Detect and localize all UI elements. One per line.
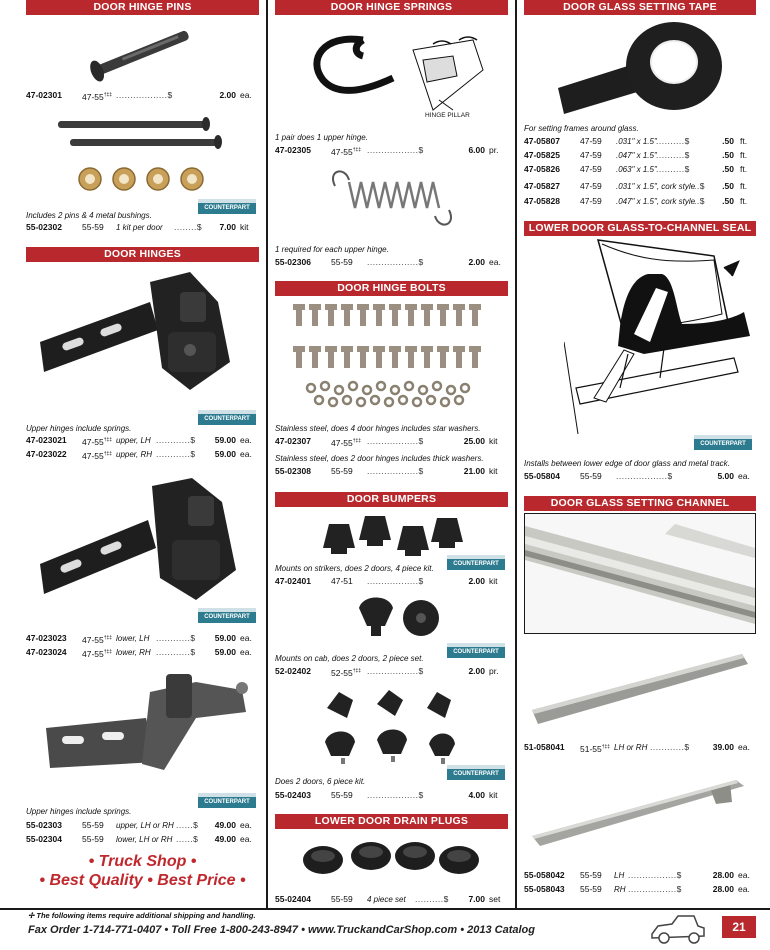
- leader-dots: ........$: [174, 222, 203, 232]
- product-note: Does 2 doors, 6 piece kit.: [275, 777, 366, 786]
- part-number: 47-02307: [275, 436, 311, 446]
- product-row: [275, 789, 508, 802]
- product-row: [275, 893, 508, 906]
- unit: ea.: [738, 742, 750, 752]
- leader-dots: .................$: [628, 870, 682, 880]
- leader-dots: ..................$: [616, 471, 673, 481]
- slogan-best-quality: • Best Quality • Best Price •: [39, 872, 246, 889]
- product-row: [524, 195, 756, 208]
- product-note: Installs between lower edge of door glass and metal track.: [524, 459, 730, 468]
- product-note: Includes 2 pins & 4 metal bushings.: [26, 211, 152, 220]
- unit: ea.: [489, 257, 501, 267]
- leader-dots: ......$: [176, 820, 199, 830]
- part-number: 47-05825: [524, 150, 560, 160]
- price: 49.00: [214, 820, 236, 830]
- price: 2.00: [468, 666, 485, 676]
- item-description: upper, LH: [116, 436, 151, 445]
- part-number: 47-023022: [26, 449, 67, 459]
- counterpart-badge: COUNTERPART: [694, 439, 752, 450]
- product-row: [26, 221, 259, 234]
- year-range: 47-55†‡‡: [82, 648, 113, 659]
- part-number: 47-05807: [524, 136, 560, 146]
- unit: kit: [489, 790, 498, 800]
- part-number: 55-058043: [524, 884, 565, 894]
- price: 6.00: [468, 145, 485, 155]
- product-row: [26, 89, 259, 102]
- price: 5.00: [717, 471, 734, 481]
- part-number: 55-058042: [524, 870, 565, 880]
- counterpart-badge: COUNTERPART: [447, 647, 505, 658]
- upper-hinge-image: [40, 272, 240, 412]
- item-description: .031" x 1.5", cork style: [616, 182, 696, 191]
- product-note: Mounts on cab, does 2 doors, 2 piece set.: [275, 654, 424, 663]
- counterpart-badge: COUNTERPART: [198, 797, 256, 808]
- unit: ea.: [738, 884, 750, 894]
- year-range: 55-59: [331, 466, 353, 476]
- product-note: For setting frames around glass.: [524, 124, 639, 133]
- product-row: [524, 883, 756, 896]
- bumper-kit-image: [321, 688, 471, 764]
- item-description: LH: [614, 871, 625, 880]
- year-range: 55-59: [580, 884, 602, 894]
- hinge-pin-image: [82, 22, 202, 86]
- unit: pr.: [489, 666, 499, 676]
- unit: kit: [489, 576, 498, 586]
- year-range: 55-59: [580, 870, 602, 880]
- unit: set: [489, 894, 501, 904]
- unit: ea.: [240, 449, 252, 459]
- year-range: 55-59: [82, 222, 104, 232]
- product-note: 1 pair does 1 upper hinge.: [275, 133, 368, 142]
- unit: ea.: [738, 471, 750, 481]
- product-row: [524, 869, 756, 882]
- price: 4.00: [468, 790, 485, 800]
- item-description: upper, LH or RH: [116, 821, 174, 830]
- section-header-glass-to-channel-seal: LOWER DOOR GLASS-TO-CHANNEL SEAL: [524, 221, 756, 236]
- year-range: 47-59: [580, 181, 602, 191]
- section-header-door-hinge-springs: DOOR HINGE SPRINGS: [275, 0, 508, 15]
- hinge-5559-image: [46, 672, 256, 796]
- product-row: [524, 163, 756, 176]
- cab-bumpers-image: [355, 592, 445, 642]
- part-number: 47-023023: [26, 633, 67, 643]
- unit: ea.: [240, 633, 252, 643]
- leader-dots: ............$: [156, 633, 196, 643]
- unit: ft.: [740, 196, 748, 206]
- year-range: 55-59: [82, 820, 104, 830]
- part-number: 47-023021: [26, 435, 67, 445]
- unit: ea.: [738, 870, 750, 880]
- counterpart-badge: COUNTERPART: [198, 203, 256, 214]
- shipping-note: ✢ The following items require additional shipping and handling.: [28, 911, 256, 920]
- part-number: 55-05804: [524, 471, 560, 481]
- leader-dots: ............$: [650, 742, 690, 752]
- price: 2.00: [219, 90, 236, 100]
- channel-5559-image: [530, 774, 750, 856]
- item-description: .047" x 1.5", cork style: [616, 197, 696, 206]
- leader-dots: ..................$: [367, 790, 424, 800]
- year-range: 47-59: [580, 196, 602, 206]
- product-note: Stainless steel, does 2 door hinges includes thick washers.: [275, 454, 484, 463]
- leader-dots: ..................$: [367, 666, 424, 676]
- price: 49.00: [214, 834, 236, 844]
- product-note: Stainless steel, does 4 door hinges includes star washers.: [275, 424, 481, 433]
- truck-logo-icon: [648, 912, 708, 946]
- year-range: 55-59: [331, 790, 353, 800]
- price: 2.00: [468, 257, 485, 267]
- product-note: Mounts on strikers, does 2 doors, 4 piece kit.: [275, 564, 434, 573]
- unit: ea.: [240, 90, 252, 100]
- item-description: upper, RH: [116, 450, 153, 459]
- unit: kit: [489, 436, 498, 446]
- striker-bumpers-image: [319, 512, 469, 558]
- unit: ft.: [740, 150, 748, 160]
- part-number: 47-02305: [275, 145, 311, 155]
- leader-dots: ......$: [176, 834, 199, 844]
- year-range: 47-55†‡‡: [82, 91, 113, 102]
- counterpart-badge: COUNTERPART: [447, 769, 505, 780]
- unit: ea.: [240, 820, 252, 830]
- year-range: 52-55†‡‡: [331, 667, 362, 678]
- product-row: [524, 135, 756, 148]
- price: .50: [722, 136, 734, 146]
- year-range: 51-55†‡‡: [580, 743, 611, 754]
- price: 59.00: [214, 449, 236, 459]
- year-range: 47-55†‡‡: [82, 634, 113, 645]
- leader-dots: ............$: [156, 449, 196, 459]
- product-row: [524, 470, 756, 483]
- item-description: lower, LH or RH: [116, 835, 173, 844]
- item-description: lower, LH: [116, 634, 150, 643]
- price: 28.00: [712, 884, 734, 894]
- leader-dots: .................$: [628, 884, 682, 894]
- item-description: .063" x 1.5": [616, 165, 657, 174]
- section-header-door-bumpers: DOOR BUMPERS: [275, 492, 508, 507]
- coil-spring-image: [327, 164, 461, 228]
- item-description: 4 piece set: [367, 895, 406, 904]
- product-row: [26, 448, 259, 461]
- section-header-door-hinge-bolts: DOOR HINGE BOLTS: [275, 281, 508, 296]
- product-note: 1 required for each upper hinge.: [275, 245, 389, 254]
- leader-dots: ..........$: [656, 150, 690, 160]
- product-row: [26, 646, 259, 659]
- product-row: [524, 741, 756, 754]
- unit: ea.: [240, 435, 252, 445]
- counterpart-badge: COUNTERPART: [198, 612, 256, 623]
- price: 28.00: [712, 870, 734, 880]
- product-row: [26, 833, 259, 846]
- year-range: 47-51: [331, 576, 353, 586]
- page-number: 21: [722, 916, 756, 938]
- year-range: 55-59: [82, 834, 104, 844]
- hinge-pin-kit-image: [54, 113, 234, 201]
- item-description: .047" x 1.5": [616, 151, 657, 160]
- price: 7.00: [468, 894, 485, 904]
- part-number: 55-02404: [275, 894, 311, 904]
- part-number: 51-058041: [524, 742, 565, 752]
- section-header-door-hinges: DOOR HINGES: [26, 247, 259, 262]
- price: 25.00: [463, 436, 485, 446]
- slogan-truck-shop: • Truck Shop •: [88, 853, 197, 870]
- counterpart-badge: COUNTERPART: [447, 559, 505, 570]
- unit: ft.: [740, 136, 748, 146]
- part-number: 55-02303: [26, 820, 62, 830]
- product-row: [524, 180, 756, 193]
- part-number: 55-02306: [275, 257, 311, 267]
- part-number: 55-02304: [26, 834, 62, 844]
- unit: ea.: [240, 834, 252, 844]
- price: .50: [722, 150, 734, 160]
- unit: ft.: [740, 164, 748, 174]
- year-range: 47-55†‡‡: [82, 436, 113, 447]
- leader-dots: ............$: [156, 647, 196, 657]
- price: 2.00: [468, 576, 485, 586]
- unit: kit: [240, 222, 249, 232]
- product-row: [26, 819, 259, 832]
- section-header-door-hinge-pins: DOOR HINGE PINS: [26, 0, 259, 15]
- footer-rule: [0, 908, 770, 910]
- contact-line: Fax Order 1-714-771-0407 • Toll Free 1-800-243-8947 • www.TruckandCarShop.com • 2013 Catalog: [28, 924, 535, 936]
- unit: ea.: [240, 647, 252, 657]
- price: .50: [722, 164, 734, 174]
- hinge-pillar-label: HINGE PILLAR: [425, 112, 470, 119]
- section-header-glass-setting-tape: DOOR GLASS SETTING TAPE: [524, 0, 756, 15]
- part-number: 47-023024: [26, 647, 67, 657]
- price: 59.00: [214, 647, 236, 657]
- price: 39.00: [712, 742, 734, 752]
- column-divider-1: [266, 0, 268, 908]
- leader-dots: ..........$: [656, 136, 690, 146]
- year-range: 47-59: [580, 164, 602, 174]
- leader-dots: ..........$: [415, 894, 449, 904]
- leader-dots: ..................$: [367, 576, 424, 586]
- year-range: 55-59: [331, 894, 353, 904]
- price: 7.00: [219, 222, 236, 232]
- year-range: 47-55†‡‡: [331, 437, 362, 448]
- unit: kit: [489, 466, 498, 476]
- section-header-drain-plugs: LOWER DOOR DRAIN PLUGS: [275, 814, 508, 829]
- year-range: 55-59: [580, 471, 602, 481]
- leader-dots: ..$: [694, 181, 705, 191]
- price: .50: [722, 181, 734, 191]
- year-range: 55-59: [331, 257, 353, 267]
- part-number: 55-02403: [275, 790, 311, 800]
- unit: pr.: [489, 145, 499, 155]
- channel-seal-diagram: [564, 238, 754, 434]
- product-row: [26, 632, 259, 645]
- product-row: [275, 144, 508, 157]
- price: 59.00: [214, 633, 236, 643]
- product-row: [275, 465, 508, 478]
- part-number: 55-02308: [275, 466, 311, 476]
- drain-plugs-image: [301, 836, 481, 884]
- counterpart-badge: COUNTERPART: [198, 414, 256, 425]
- channel-5155-image: [530, 648, 750, 730]
- setting-tape-image: [554, 18, 724, 122]
- price: 21.00: [463, 466, 485, 476]
- product-row: [275, 435, 508, 448]
- leader-dots: ..................$: [367, 436, 424, 446]
- hinge-bolts-image: [291, 302, 497, 416]
- year-range: 47-55†‡‡: [82, 450, 113, 461]
- item-description: LH or RH: [614, 743, 648, 752]
- part-number: 55-02302: [26, 222, 62, 232]
- leader-dots: ..$: [694, 196, 705, 206]
- product-row: [524, 149, 756, 162]
- leader-dots: ..................$: [367, 466, 424, 476]
- section-header-glass-setting-channel: DOOR GLASS SETTING CHANNEL: [524, 496, 756, 511]
- part-number: 47-02401: [275, 576, 311, 586]
- part-number: 52-02402: [275, 666, 311, 676]
- part-number: 47-05827: [524, 181, 560, 191]
- leader-dots: ..................$: [116, 90, 173, 100]
- leader-dots: ..........$: [656, 164, 690, 174]
- part-number: 47-02301: [26, 90, 62, 100]
- year-range: 47-59: [580, 136, 602, 146]
- product-row: [275, 256, 508, 269]
- lower-hinge-image: [40, 478, 240, 618]
- price: .50: [722, 196, 734, 206]
- leader-dots: ..................$: [367, 257, 424, 267]
- item-description: 1 kit per door: [116, 223, 163, 232]
- year-range: 47-55†‡‡: [331, 146, 362, 157]
- product-note: Upper hinges include springs.: [26, 807, 132, 816]
- product-row: [275, 665, 508, 678]
- product-row: [275, 575, 508, 588]
- part-number: 47-05828: [524, 196, 560, 206]
- column-divider-2: [515, 0, 517, 908]
- leader-dots: ............$: [156, 435, 196, 445]
- leader-dots: ..................$: [367, 145, 424, 155]
- channel-closeup-image: [524, 513, 756, 634]
- product-note: Upper hinges include springs.: [26, 424, 132, 433]
- item-description: .031" x 1.5": [616, 137, 657, 146]
- year-range: 47-59: [580, 150, 602, 160]
- item-description: lower, RH: [116, 648, 151, 657]
- product-row: [26, 434, 259, 447]
- item-description: RH: [614, 885, 626, 894]
- part-number: 47-05826: [524, 164, 560, 174]
- price: 59.00: [214, 435, 236, 445]
- unit: ft.: [740, 181, 748, 191]
